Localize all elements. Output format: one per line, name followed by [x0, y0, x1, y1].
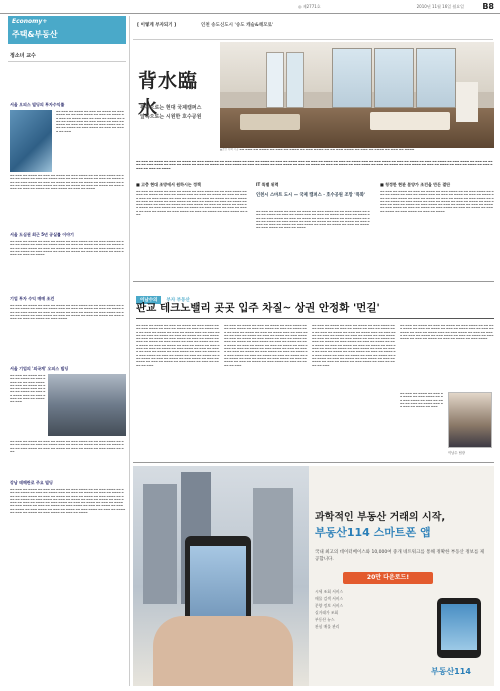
column-body-1: ▬▬ ▬▬▬ ▬▬ ▬▬▬▬ ▬▬ ▬▬▬ ▬▬ ▬▬▬▬ ▬▬ ▬▬▬ ▬▬▬▬ ▬▬ ▬▬ ▬▬▬ ▬▬▬▬ ▬▬ ▬▬▬ ▬▬ ▬▬▬▬ ▬▬ ▬▬▬ ▬▬ ▬▬▬▬ ▬▬▬ ▬▬ ▬▬▬ ▬▬ ▬▬▬▬ ▬▬ ▬▬▬ ▬▬ ▬▬▬▬ ▬▬▬ ▬▬ ▬▬▬ ▬▬▬▬ ▬▬ ▬▬▬ ▬▬ ▬▬▬▬ ▬▬ ▬▬▬ ▬▬ ▬▬▬▬ ▬▬ ▬▬▬ ▬▬▬▬ ▬▬ ▬▬▬ ▬▬ ▬▬▬▬ ▬▬ ▬▬▬ ▬▬▬▬ ▬▬ ▬▬▬ ▬▬ ▬▬▬▬ ▬▬ ▬▬▬ ▬▬ ▬▬▬▬ ▬▬ ▬▬▬ ▬▬▬▬ ▬▬ ▬▬▬ ▬▬ ▬▬▬▬ ▬▬ ▬▬▬ ▬▬▬▬ ▬▬ ▬▬▬ ▬▬ ▬▬▬▬ ▬▬ ▬▬▬ ▬▬ ▬▬▬▬ ▬▬ ▬▬▬ ▬▬▬▬ ▬▬ ▬▬▬ ▬▬ ▬▬▬▬ ▬▬ ▬▬▬ ▬▬▬▬ ▬▬ ▬▬▬ ▬▬ ▬▬▬▬ ▬▬ ▬▬▬ ▬▬ ▬▬▬▬ ▬▬ ▬▬▬ ▬▬▬▬ ▬▬ ▬▬▬ ▬▬ ▬▬▬▬ ▬▬ ▬▬▬ ▬▬▬▬ ▬▬ ▬▬▬ ▬▬ ▬▬▬▬ ▬▬ ▬▬▬ ▬▬ ▬▬▬▬ ▬▬ ▬▬▬ ▬▬▬▬ ▬▬ ▬▬▬ ▬▬ ▬▬▬▬ ▬▬ ▬▬▬ ▬▬▬▬ ▬▬ ▬▬▬ ▬▬ ▬▬▬▬ ▬▬ ▬▬▬ ▬▬ ▬▬▬▬ ▬▬ ▬▬▬ ▬▬▬▬ ▬▬ ▬▬▬ ▬▬ ▬▬▬▬ ▬▬ ▬▬▬	[224, 324, 308, 367]
feature-deck-0: 위쪽으로는 현대 국제캠퍼스	[140, 105, 202, 111]
left-item-title-0: 서울 오피스 빌딩의 투자수익률	[10, 102, 65, 107]
feature-subtitle: 인천 송도신도시 '송도 캐슬&해모로'	[201, 23, 274, 28]
feature-interior-photo	[220, 42, 494, 148]
mid-center-title: IT 특별 위력	[256, 182, 279, 187]
feature-lead-text: ▬▬ ▬▬▬ ▬▬ ▬▬▬▬ ▬▬ ▬▬▬ ▬▬ ▬▬▬▬ ▬▬ ▬▬▬ ▬▬▬▬ ▬▬ ▬▬ ▬▬▬ ▬▬▬▬ ▬▬ ▬▬▬ ▬▬ ▬▬▬▬ ▬▬ ▬▬▬ ▬▬ ▬▬▬▬ ▬▬▬ ▬▬ ▬▬▬ ▬▬ ▬▬▬▬ ▬▬ ▬▬▬ ▬▬ ▬▬▬▬ ▬▬▬ ▬▬ ▬▬▬ ▬▬▬▬ ▬▬ ▬▬▬ ▬▬ ▬▬▬▬ ▬▬ ▬▬▬ ▬▬ ▬▬▬▬ ▬▬ ▬▬▬ ▬▬▬▬ ▬▬ ▬▬▬ ▬▬ ▬▬▬▬ ▬▬ ▬▬▬ ▬▬▬▬ ▬▬ ▬▬▬ ▬▬ ▬▬▬▬ ▬▬ ▬▬▬ ▬▬ ▬▬▬▬ ▬▬ ▬▬▬ ▬▬▬▬ ▬▬ ▬▬▬ ▬▬ ▬▬▬▬ ▬▬ ▬▬▬ ▬▬▬▬ ▬▬ ▬▬▬ ▬▬ ▬▬▬▬ ▬▬ ▬▬▬ ▬▬ ▬▬▬▬ ▬▬ ▬▬▬ ▬▬▬▬ ▬▬ ▬▬▬ ▬▬ ▬▬▬▬ ▬▬ ▬▬▬ ▬▬▬▬ ▬▬ ▬▬▬ ▬▬ ▬▬▬▬ ▬▬ ▬▬▬ ▬▬ ▬▬▬▬ ▬▬ ▬▬▬ ▬▬▬▬ ▬▬ ▬▬▬ ▬▬ ▬▬▬▬	[136, 160, 493, 170]
section-brand: Economy+	[12, 18, 48, 25]
feature-body: ■ 고층 현대 조망에서 원하시는 정책 ▬▬ ▬▬▬ ▬▬ ▬▬▬▬ ▬▬ ▬▬▬ ▬▬ ▬▬▬▬ ▬▬ ▬▬▬ ▬▬▬▬ ▬▬ ▬▬ ▬▬▬ ▬▬▬▬ ▬▬ ▬▬▬ ▬▬ ▬▬▬▬ ▬▬ ▬▬▬ ▬▬ ▬▬▬▬ ▬▬▬ ▬▬ ▬▬▬ ▬▬ ▬▬▬▬ ▬▬ ▬▬▬ ▬▬ ▬▬▬▬ ▬▬▬ ▬▬ ▬▬▬ ▬▬▬▬ ▬▬ ▬▬▬ ▬▬ ▬▬▬▬ ▬▬ ▬▬▬ ▬▬ ▬▬▬▬ ▬▬ ▬▬▬ ▬▬▬▬ ▬▬ ▬▬▬ ▬▬ ▬▬▬▬ ▬▬ ▬▬▬ ▬▬▬▬ ▬▬ ▬▬▬ ▬▬ ▬▬▬▬ ▬▬ ▬▬▬ ▬▬ ▬▬▬▬ ▬▬ ▬▬▬ ▬▬▬▬ ▬▬ ▬▬▬ ▬▬ ▬▬▬▬ ▬▬ ▬▬▬ ▬▬▬▬ ▬▬ ▬▬▬ ▬▬ ▬▬▬▬ ▬▬ ▬▬▬ ▬▬ ▬▬▬▬ ▬▬ ▬▬▬ ▬▬▬▬ ▬▬ ▬▬▬ ▬▬ ▬▬▬▬ ▬▬ ▬▬▬ ▬▬▬▬ ▬▬ ▬▬▬ ▬▬ ▬▬▬▬ ▬▬ ▬▬▬ ▬▬ ▬▬▬▬ ▬▬ ▬▬▬ ▬▬▬▬ ▬▬ ▬▬▬ ▬▬ ▬▬▬▬ ▬▬ ▬▬▬ ▬▬▬▬ ▬▬ ▬▬▬ IT 특별 위력 인천시 스마트 도시 — 국제 캠퍼스 · 호수공원 조망 '특화' ▬▬ ▬▬▬ ▬▬ ▬▬▬▬ ▬▬ ▬▬▬ ▬▬ ▬▬▬▬ ▬▬ ▬▬▬ ▬▬▬▬ ▬▬ ▬▬ ▬▬▬ ▬▬▬▬ ▬▬ ▬▬▬ ▬▬ ▬▬▬▬ ▬▬ ▬▬▬ ▬▬ ▬▬▬▬ ▬▬▬ ▬▬ ▬▬▬ ▬▬ ▬▬▬▬ ▬▬ ▬▬▬ ▬▬ ▬▬▬▬ ▬▬▬ ▬▬ ▬▬▬ ▬▬▬▬ ▬▬ ▬▬▬ ▬▬ ▬▬▬▬ ▬▬ ▬▬▬ ▬▬ ▬▬▬▬ ▬▬ ▬▬▬ ▬▬▬▬ ▬▬ ▬▬▬ ▬▬ ▬▬▬▬ ▬▬ ▬▬▬ ▬▬▬▬ ▬▬ ▬▬▬ ▬▬ ▬▬▬▬ ▬▬ ▬▬▬ ▬▬ ▬▬▬▬ ▬▬ ▬▬▬ ▬▬▬▬ ▬▬ ▬▬▬ ▬▬ ▬▬▬▬ ▬▬ ▬▬▬ ▬▬▬▬ ▬▬ ▬▬▬ ▬▬ ▬▬▬▬ ▬▬ ▬▬▬ ▬▬ ▬▬▬▬ ▬▬ ▬▬▬ ▬▬▬▬ ▬▬ ▬▬▬ ▬▬ ▬▬▬▬ ■ 청정한 현관 분양가 조건을 만든 결단 ▬▬ ▬▬▬ ▬▬ ▬▬▬▬ ▬▬ ▬▬▬ ▬▬ ▬▬▬▬ ▬▬ ▬▬▬ ▬▬▬▬ ▬▬ ▬▬ ▬▬▬ ▬▬▬▬ ▬▬ ▬▬▬ ▬▬ ▬▬▬▬ ▬▬ ▬▬▬ ▬▬ ▬▬▬▬ ▬▬▬ ▬▬ ▬▬▬ ▬▬ ▬▬▬▬ ▬▬ ▬▬▬ ▬▬ ▬▬▬▬ ▬▬▬ ▬▬ ▬▬▬ ▬▬▬▬ ▬▬ ▬▬▬ ▬▬ ▬▬▬▬ ▬▬ ▬▬▬ ▬▬ ▬▬▬▬ ▬▬ ▬▬▬ ▬▬▬▬ ▬▬ ▬▬▬ ▬▬ ▬▬▬▬ ▬▬ ▬▬▬ ▬▬▬▬ ▬▬ ▬▬▬ ▬▬ ▬▬▬▬ ▬▬ ▬▬▬ ▬▬ ▬▬▬▬ ▬▬ ▬▬▬ ▬▬▬▬ ▬▬ ▬▬▬ ▬▬ ▬▬▬▬ ▬▬ ▬▬▬ ▬▬▬▬ ▬▬ ▬▬▬ ▬▬ ▬▬▬▬ ▬▬ ▬▬▬ ▬▬ ▬▬▬▬ ▬▬ ▬▬▬ ▬▬▬▬ ▬▬ ▬▬▬ ▬▬ ▬▬▬▬ ▬▬ ▬▬▬ ▬▬▬▬ ▬▬ ▬▬▬ ▬▬ ▬▬▬▬ ▬▬ ▬▬▬ ▬▬ ▬▬▬▬ ▬▬ ▬▬▬ ▬▬▬▬ ▬▬ ▬▬▬ ▬▬ ▬▬▬▬	[136, 182, 494, 230]
ad-feature-5: 관심 매물 관리	[315, 624, 340, 629]
column-headline: 판교 테크노밸리 곳곳 입주 차질~ 상권 안정화 '먼길'	[136, 302, 380, 314]
left-body-0: ▬▬ ▬▬▬ ▬▬ ▬▬▬▬ ▬▬ ▬▬▬ ▬▬ ▬▬▬▬ ▬▬ ▬▬▬ ▬▬▬▬ ▬▬ ▬▬ ▬▬▬ ▬▬▬▬ ▬▬ ▬▬▬ ▬▬ ▬▬▬▬ ▬▬ ▬▬▬ ▬▬ ▬▬▬▬ ▬▬▬ ▬▬ ▬▬▬ ▬▬ ▬▬▬▬ ▬▬ ▬▬▬ ▬▬ ▬▬▬▬ ▬▬▬ ▬▬ ▬▬▬ ▬▬▬▬ ▬▬ ▬▬▬ ▬▬ ▬▬▬▬ ▬▬ ▬▬▬ ▬▬ ▬▬▬▬ ▬▬ ▬▬▬ ▬▬▬▬ ▬▬ ▬▬▬ ▬▬ ▬▬▬▬ ▬▬ ▬▬▬ ▬▬▬▬ ▬▬ ▬▬▬ ▬▬ ▬▬▬▬ ▬▬ ▬▬▬	[56, 110, 125, 133]
ad-feature-3: 실거래가 조회	[315, 610, 339, 615]
mid-center-subtitle: 인천시 스마트 도시 — 국제 캠퍼스 · 호수공원 조망 '특화'	[256, 193, 366, 198]
ad-logo: 부동산114	[431, 667, 471, 676]
feature-label: [ 이렇게 부자되기 ]	[137, 23, 177, 28]
left-item-title-2: 기업 투자 수익 매매 조건	[10, 296, 55, 301]
app-advertisement	[133, 466, 494, 686]
ad-headline-1: 과학적인 부동산 거래의 시작,	[315, 512, 446, 523]
building-photo	[10, 110, 52, 172]
left-item-title-3: 서울 기업의 '외국계' 오피스 빌딩	[10, 366, 69, 371]
ad-feature-0: 시세 조회 서비스	[315, 589, 344, 594]
street-photo	[48, 374, 126, 436]
ad-feature-list	[315, 588, 435, 630]
ad-feature-1: 매물 검색 서비스	[315, 596, 344, 601]
feature-photo-caption: ▲조망 특화 시공 ▬▬ ▬▬▬ ▬▬ ▬▬▬▬ ▬▬ ▬▬▬ ▬▬ ▬▬▬▬ ▬▬ ▬▬▬ ▬▬▬▬ ▬▬ ▬▬ ▬▬▬ ▬▬▬▬ ▬▬ ▬▬▬ ▬▬ ▬▬▬▬ ▬▬ ▬▬▬ ▬▬ ▬▬▬▬	[220, 148, 415, 151]
columnist-caption: 이남수 팀장	[448, 451, 465, 455]
ad-body: 국내 최고의 데이터베이스와 10,000여 중개 네트워크를 통해 정확한 부동산 정보를 제공합니다.	[315, 550, 485, 562]
column-body-0: ▬▬ ▬▬▬ ▬▬ ▬▬▬▬ ▬▬ ▬▬▬ ▬▬ ▬▬▬▬ ▬▬ ▬▬▬ ▬▬▬▬ ▬▬ ▬▬ ▬▬▬ ▬▬▬▬ ▬▬ ▬▬▬ ▬▬ ▬▬▬▬ ▬▬ ▬▬▬ ▬▬ ▬▬▬▬ ▬▬▬ ▬▬ ▬▬▬ ▬▬ ▬▬▬▬ ▬▬ ▬▬▬ ▬▬ ▬▬▬▬ ▬▬▬ ▬▬ ▬▬▬ ▬▬▬▬ ▬▬ ▬▬▬ ▬▬ ▬▬▬▬ ▬▬ ▬▬▬ ▬▬ ▬▬▬▬ ▬▬ ▬▬▬ ▬▬▬▬ ▬▬ ▬▬▬ ▬▬ ▬▬▬▬ ▬▬ ▬▬▬ ▬▬▬▬ ▬▬ ▬▬▬ ▬▬ ▬▬▬▬ ▬▬ ▬▬▬ ▬▬ ▬▬▬▬ ▬▬ ▬▬▬ ▬▬▬▬ ▬▬ ▬▬▬ ▬▬ ▬▬▬▬ ▬▬ ▬▬▬ ▬▬▬▬ ▬▬ ▬▬▬ ▬▬ ▬▬▬▬ ▬▬ ▬▬▬ ▬▬ ▬▬▬▬ ▬▬ ▬▬▬ ▬▬▬▬ ▬▬ ▬▬▬ ▬▬ ▬▬▬▬ ▬▬ ▬▬▬ ▬▬▬▬ ▬▬ ▬▬▬ ▬▬ ▬▬▬▬ ▬▬ ▬▬▬ ▬▬ ▬▬▬▬ ▬▬ ▬▬▬ ▬▬▬▬ ▬▬ ▬▬▬ ▬▬ ▬▬▬▬ ▬▬ ▬▬▬ ▬▬▬▬ ▬▬ ▬▬▬ ▬▬ ▬▬▬▬ ▬▬ ▬▬▬ ▬▬ ▬▬▬▬ ▬▬ ▬▬▬ ▬▬▬▬ ▬▬ ▬▬▬ ▬▬ ▬▬▬▬ ▬▬ ▬▬▬ ▬▬▬▬ ▬▬ ▬▬▬ ▬▬ ▬▬▬▬ ▬▬ ▬▬▬ ▬▬ ▬▬▬▬ ▬▬ ▬▬▬ ▬▬▬▬ ▬▬ ▬▬▬ ▬▬ ▬▬▬▬ ▬▬ ▬▬▬	[136, 324, 220, 367]
page-header	[0, 0, 500, 14]
left-column: 정소녀 교수 서울 오피스 빌딩의 투자수익률 ▬▬ ▬▬▬ ▬▬ ▬▬▬▬ ▬▬ ▬▬▬ ▬▬ ▬▬▬▬ ▬▬ ▬▬▬ ▬▬▬▬ ▬▬ ▬▬ ▬▬▬ ▬▬▬▬ ▬▬ ▬▬▬ ▬▬ ▬▬▬▬ ▬▬ ▬▬▬ ▬▬ ▬▬▬▬ ▬▬▬ ▬▬ ▬▬▬ ▬▬ ▬▬▬▬ ▬▬ ▬▬▬ ▬▬ ▬▬▬▬ ▬▬▬ ▬▬ ▬▬▬ ▬▬▬▬ ▬▬ ▬▬▬ ▬▬ ▬▬▬▬ ▬▬ ▬▬▬ ▬▬ ▬▬▬▬ ▬▬ ▬▬▬ ▬▬▬▬ ▬▬ ▬▬▬ ▬▬ ▬▬▬▬ ▬▬ ▬▬▬ ▬▬▬▬ ▬▬ ▬▬▬ ▬▬ ▬▬▬▬ ▬▬ ▬▬▬ ▬▬ ▬▬▬ ▬▬ ▬▬▬▬ ▬▬ ▬▬▬ ▬▬ ▬▬▬▬ ▬▬ ▬▬▬ ▬▬▬▬ ▬▬ ▬▬ ▬▬▬ ▬▬▬▬ ▬▬ ▬▬▬ ▬▬ ▬▬▬▬ ▬▬ ▬▬▬ ▬▬ ▬▬▬▬ ▬▬▬ ▬▬ ▬▬▬ ▬▬ ▬▬▬▬ ▬▬ ▬▬▬ ▬▬ ▬▬▬▬ ▬▬▬ ▬▬ ▬▬▬ ▬▬▬▬ ▬▬ ▬▬▬ ▬▬ ▬▬▬▬ ▬▬ ▬▬▬ ▬▬ ▬▬▬▬ ▬▬ ▬▬▬ ▬▬▬▬ ▬▬ ▬▬▬ ▬▬ ▬▬▬▬ ▬▬ ▬▬▬ ▬▬▬▬ ▬▬ ▬▬▬ ▬▬ ▬▬▬▬ ▬▬ ▬▬▬ ▬▬ ▬▬▬▬ ▬▬ ▬▬▬ ▬▬▬▬ ▬▬ ▬▬▬ ▬▬ ▬▬▬▬ ▬▬ ▬▬▬ ▬▬▬▬ ▬▬ ▬▬▬ ▬▬ ▬▬▬▬ 서울 도심권 최근 5년 공실률 이야기 ▬▬ ▬▬▬ ▬▬ ▬▬▬▬ ▬▬ ▬▬▬ ▬▬ ▬▬▬▬ ▬▬ ▬▬▬ ▬▬▬▬ ▬▬ ▬▬ ▬▬▬ ▬▬▬▬ ▬▬ ▬▬▬ ▬▬ ▬▬▬▬ ▬▬ ▬▬▬ ▬▬ ▬▬▬▬ ▬▬▬ ▬▬ ▬▬▬ ▬▬ ▬▬▬▬ ▬▬ ▬▬▬ ▬▬ ▬▬▬▬ ▬▬▬ ▬▬ ▬▬▬ ▬▬▬▬ ▬▬ ▬▬▬ ▬▬ ▬▬▬▬ ▬▬ ▬▬▬ ▬▬ ▬▬▬▬ ▬▬ ▬▬▬ ▬▬▬▬ ▬▬ ▬▬▬ ▬▬ ▬▬▬▬ ▬▬ ▬▬▬ ▬▬▬▬ ▬▬ ▬▬▬ ▬▬ ▬▬▬▬ ▬▬ ▬▬▬ ▬▬ ▬▬▬▬ ▬▬ ▬▬▬ ▬▬▬▬ ▬▬ ▬▬▬ ▬▬ ▬▬▬▬ 기업 투자 수익 매매 조건 ▬▬ ▬▬▬ ▬▬ ▬▬▬▬ ▬▬ ▬▬▬ ▬▬ ▬▬▬▬ ▬▬ ▬▬▬ ▬▬▬▬ ▬▬ ▬▬ ▬▬▬ ▬▬▬▬ ▬▬ ▬▬▬ ▬▬ ▬▬▬▬ ▬▬ ▬▬▬ ▬▬ ▬▬▬▬ ▬▬▬ ▬▬ ▬▬▬ ▬▬ ▬▬▬▬ ▬▬ ▬▬▬ ▬▬ ▬▬▬▬ ▬▬▬ ▬▬ ▬▬▬ ▬▬▬▬ ▬▬ ▬▬▬ ▬▬ ▬▬▬▬ ▬▬ ▬▬▬ ▬▬ ▬▬▬▬ ▬▬ ▬▬▬ ▬▬▬▬ ▬▬ ▬▬▬ ▬▬ ▬▬▬▬ ▬▬ ▬▬▬ ▬▬▬▬ ▬▬ ▬▬▬ ▬▬ ▬▬▬▬ ▬▬ ▬▬▬ ▬▬ ▬▬▬▬ ▬▬ ▬▬▬ ▬▬▬▬ ▬▬ ▬▬▬ ▬▬ ▬▬▬▬ ▬▬ ▬▬▬ ▬▬▬▬ 서울 기업의 '외국계' 오피스 빌딩 ▬▬ ▬▬▬ ▬▬ ▬▬▬▬ ▬▬ ▬▬▬ ▬▬ ▬▬▬▬ ▬▬ ▬▬▬ ▬▬▬▬ ▬▬ ▬▬ ▬▬▬ ▬▬▬▬ ▬▬ ▬▬▬ ▬▬ ▬▬▬▬ ▬▬ ▬▬▬ ▬▬ ▬▬▬▬ ▬▬▬ ▬▬ ▬▬▬ ▬▬ ▬▬▬▬ ▬▬ ▬▬▬ ▬▬ ▬▬▬▬ ▬▬▬ ▬▬ ▬▬▬ ▬▬▬▬ ▬▬ ▬▬▬ ▬▬ ▬▬▬▬ ▬▬ ▬▬▬ ▬▬ ▬▬▬ ▬▬ ▬▬▬▬ ▬▬ ▬▬▬ ▬▬ ▬▬▬▬ ▬▬ ▬▬▬ ▬▬▬▬ ▬▬ ▬▬ ▬▬▬ ▬▬▬▬ ▬▬ ▬▬▬ ▬▬ ▬▬▬▬ ▬▬ ▬▬▬ ▬▬ ▬▬▬▬ ▬▬▬ ▬▬ ▬▬▬ ▬▬ ▬▬▬▬ ▬▬ ▬▬▬ ▬▬ ▬▬▬▬ ▬▬▬ ▬▬ ▬▬▬ ▬▬▬▬ ▬▬ ▬▬▬ ▬▬ ▬▬▬▬ ▬▬ ▬▬▬ ▬▬ ▬▬▬▬ ▬▬ ▬▬▬ ▬▬▬▬ ▬▬ ▬▬▬ 강남 테헤란로 주요 빌딩 ▬▬ ▬▬▬ ▬▬ ▬▬▬▬ ▬▬ ▬▬▬ ▬▬ ▬▬▬▬ ▬▬ ▬▬▬ ▬▬▬▬ ▬▬ ▬▬ ▬▬▬ ▬▬▬▬ ▬▬ ▬▬▬ ▬▬ ▬▬▬▬ ▬▬ ▬▬▬ ▬▬ ▬▬▬▬ ▬▬▬ ▬▬ ▬▬▬ ▬▬ ▬▬▬▬ ▬▬ ▬▬▬ ▬▬ ▬▬▬▬ ▬▬▬ ▬▬ ▬▬▬ ▬▬▬▬ ▬▬ ▬▬▬ ▬▬ ▬▬▬▬ ▬▬ ▬▬▬ ▬▬ ▬▬▬▬ ▬▬ ▬▬▬ ▬▬▬▬ ▬▬ ▬▬▬ ▬▬ ▬▬▬▬ ▬▬ ▬▬▬ ▬▬▬▬ ▬▬ ▬▬▬ ▬▬ ▬▬▬▬ ▬▬ ▬▬▬ ▬▬ ▬▬▬▬ ▬▬ ▬▬▬ ▬▬▬▬ ▬▬ ▬▬▬ ▬▬ ▬▬▬▬ ▬▬ ▬▬▬ ▬▬▬▬ ▬▬ ▬▬▬ ▬▬ ▬▬▬▬ ▬▬ ▬▬▬ ▬▬ ▬▬▬▬ ▬▬ ▬▬▬ ▬▬▬▬ ▬▬ ▬▬▬ ▬▬ ▬▬▬▬ ▬▬ ▬▬▬ ▬▬▬▬ ▬▬ ▬▬▬ ▬▬ ▬▬▬▬ ▬▬ ▬▬▬ ▬▬ ▬▬▬▬ ▬▬ ▬▬▬ ▬▬▬▬ ▬▬ ▬▬▬ ▬▬ ▬▬▬▬ ▬▬ ▬▬▬ ▬▬▬▬ ▬▬ ▬▬▬ ▬▬ ▬▬▬▬ ▬▬ ▬▬▬ ▬▬ ▬▬▬▬ ▬▬ ▬▬▬ ▬▬▬▬ ▬▬ ▬▬▬ ▬▬ ▬▬▬▬	[10, 53, 126, 515]
ad-coupon-badge: 20만 다운로드!	[343, 572, 433, 584]
left-item-title-4: 강남 테헤란로 주요 빌딩	[10, 480, 53, 485]
column-tag-row	[136, 286, 496, 303]
feature-title-box	[136, 46, 214, 146]
column-author: 정소녀 교수	[10, 53, 36, 59]
ad-photo	[133, 466, 309, 686]
mid-left-title: ■ 고층 현대 조망에서 원하시는 정책	[136, 182, 201, 187]
column-body-2: ▬▬ ▬▬▬ ▬▬ ▬▬▬▬ ▬▬ ▬▬▬ ▬▬ ▬▬▬▬ ▬▬ ▬▬▬ ▬▬▬▬ ▬▬ ▬▬ ▬▬▬ ▬▬▬▬ ▬▬ ▬▬▬ ▬▬ ▬▬▬▬ ▬▬ ▬▬▬ ▬▬ ▬▬▬▬ ▬▬▬ ▬▬ ▬▬▬ ▬▬ ▬▬▬▬ ▬▬ ▬▬▬ ▬▬ ▬▬▬▬ ▬▬▬ ▬▬ ▬▬▬ ▬▬▬▬ ▬▬ ▬▬▬ ▬▬ ▬▬▬▬ ▬▬ ▬▬▬ ▬▬ ▬▬▬▬ ▬▬ ▬▬▬ ▬▬▬▬ ▬▬ ▬▬▬ ▬▬ ▬▬▬▬ ▬▬ ▬▬▬ ▬▬▬▬ ▬▬ ▬▬▬ ▬▬ ▬▬▬▬ ▬▬ ▬▬▬ ▬▬ ▬▬▬▬ ▬▬ ▬▬▬ ▬▬▬▬ ▬▬ ▬▬▬ ▬▬ ▬▬▬▬ ▬▬ ▬▬▬ ▬▬▬▬ ▬▬ ▬▬▬ ▬▬ ▬▬▬▬ ▬▬ ▬▬▬ ▬▬ ▬▬▬▬ ▬▬ ▬▬▬ ▬▬▬▬ ▬▬ ▬▬▬ ▬▬ ▬▬▬▬ ▬▬ ▬▬▬ ▬▬▬▬ ▬▬ ▬▬▬ ▬▬ ▬▬▬▬ ▬▬ ▬▬▬ ▬▬ ▬▬▬▬ ▬▬ ▬▬▬ ▬▬▬▬ ▬▬ ▬▬▬ ▬▬ ▬▬▬▬ ▬▬ ▬▬▬ ▬▬▬▬ ▬▬ ▬▬▬ ▬▬ ▬▬▬▬ ▬▬ ▬▬▬ ▬▬ ▬▬▬▬ ▬▬ ▬▬▬ ▬▬▬▬ ▬▬ ▬▬▬ ▬▬ ▬▬▬▬ ▬▬ ▬▬▬ ▬▬▬▬ ▬▬ ▬▬▬ ▬▬ ▬▬▬▬ ▬▬ ▬▬▬ ▬▬ ▬▬▬▬ ▬▬ ▬▬▬ ▬▬▬▬ ▬▬ ▬▬▬ ▬▬ ▬▬▬▬ ▬▬ ▬▬▬	[312, 324, 396, 367]
section-banner	[8, 16, 126, 44]
feature-hanja-title: 背水臨水	[138, 70, 199, 119]
column-tag2: 부자 부동산	[166, 298, 190, 303]
feature-deck-1: 앞쪽으로는 시원한 호수공원	[140, 114, 202, 120]
section-title: 주택&부동산	[12, 30, 58, 39]
page-number: B8	[482, 2, 494, 11]
ad-feature-4: 부동산 뉴스	[315, 617, 335, 622]
column-tag: 이남수의	[136, 296, 161, 304]
feature-header	[133, 16, 493, 40]
header-issue-no: ◎ 제2771호	[298, 4, 321, 9]
mid-right-title: ■ 청정한 현관 분양가 조건을 만든 결단	[380, 182, 451, 187]
columnist-photo	[448, 392, 492, 448]
ad-headline-2: 부동산114 스마트폰 앱	[315, 526, 431, 539]
header-date: 2010년 11월 16일 월요일	[416, 4, 464, 9]
left-item-title-1: 서울 도심권 최근 5년 공실률 이야기	[10, 232, 74, 237]
ad-phone-icon	[437, 598, 481, 658]
column-body-3: ▬▬ ▬▬▬ ▬▬ ▬▬▬▬ ▬▬ ▬▬▬ ▬▬ ▬▬▬▬ ▬▬ ▬▬▬ ▬▬▬▬ ▬▬ ▬▬ ▬▬▬ ▬▬▬▬ ▬▬ ▬▬▬ ▬▬ ▬▬▬▬ ▬▬ ▬▬▬ ▬▬ ▬▬▬▬ ▬▬▬ ▬▬ ▬▬▬ ▬▬ ▬▬▬▬ ▬▬ ▬▬▬ ▬▬ ▬▬▬▬ ▬▬▬ ▬▬ ▬▬▬ ▬▬▬▬ ▬▬ ▬▬▬ ▬▬ ▬▬▬▬ ▬▬ ▬▬▬ ▬▬ ▬▬▬▬ ▬▬ ▬▬▬ ▬▬▬▬ ▬▬ ▬▬▬ ▬▬ ▬▬▬▬ ▬▬ ▬▬▬ ▬▬▬▬ ▬▬ ▬▬▬ ▬▬ ▬▬▬▬ ▬▬ ▬▬▬ ▬▬ ▬▬▬▬ ▬▬ ▬▬▬ ▬▬▬▬	[400, 324, 494, 341]
ad-feature-2: 분양 정보 서비스	[315, 603, 344, 608]
